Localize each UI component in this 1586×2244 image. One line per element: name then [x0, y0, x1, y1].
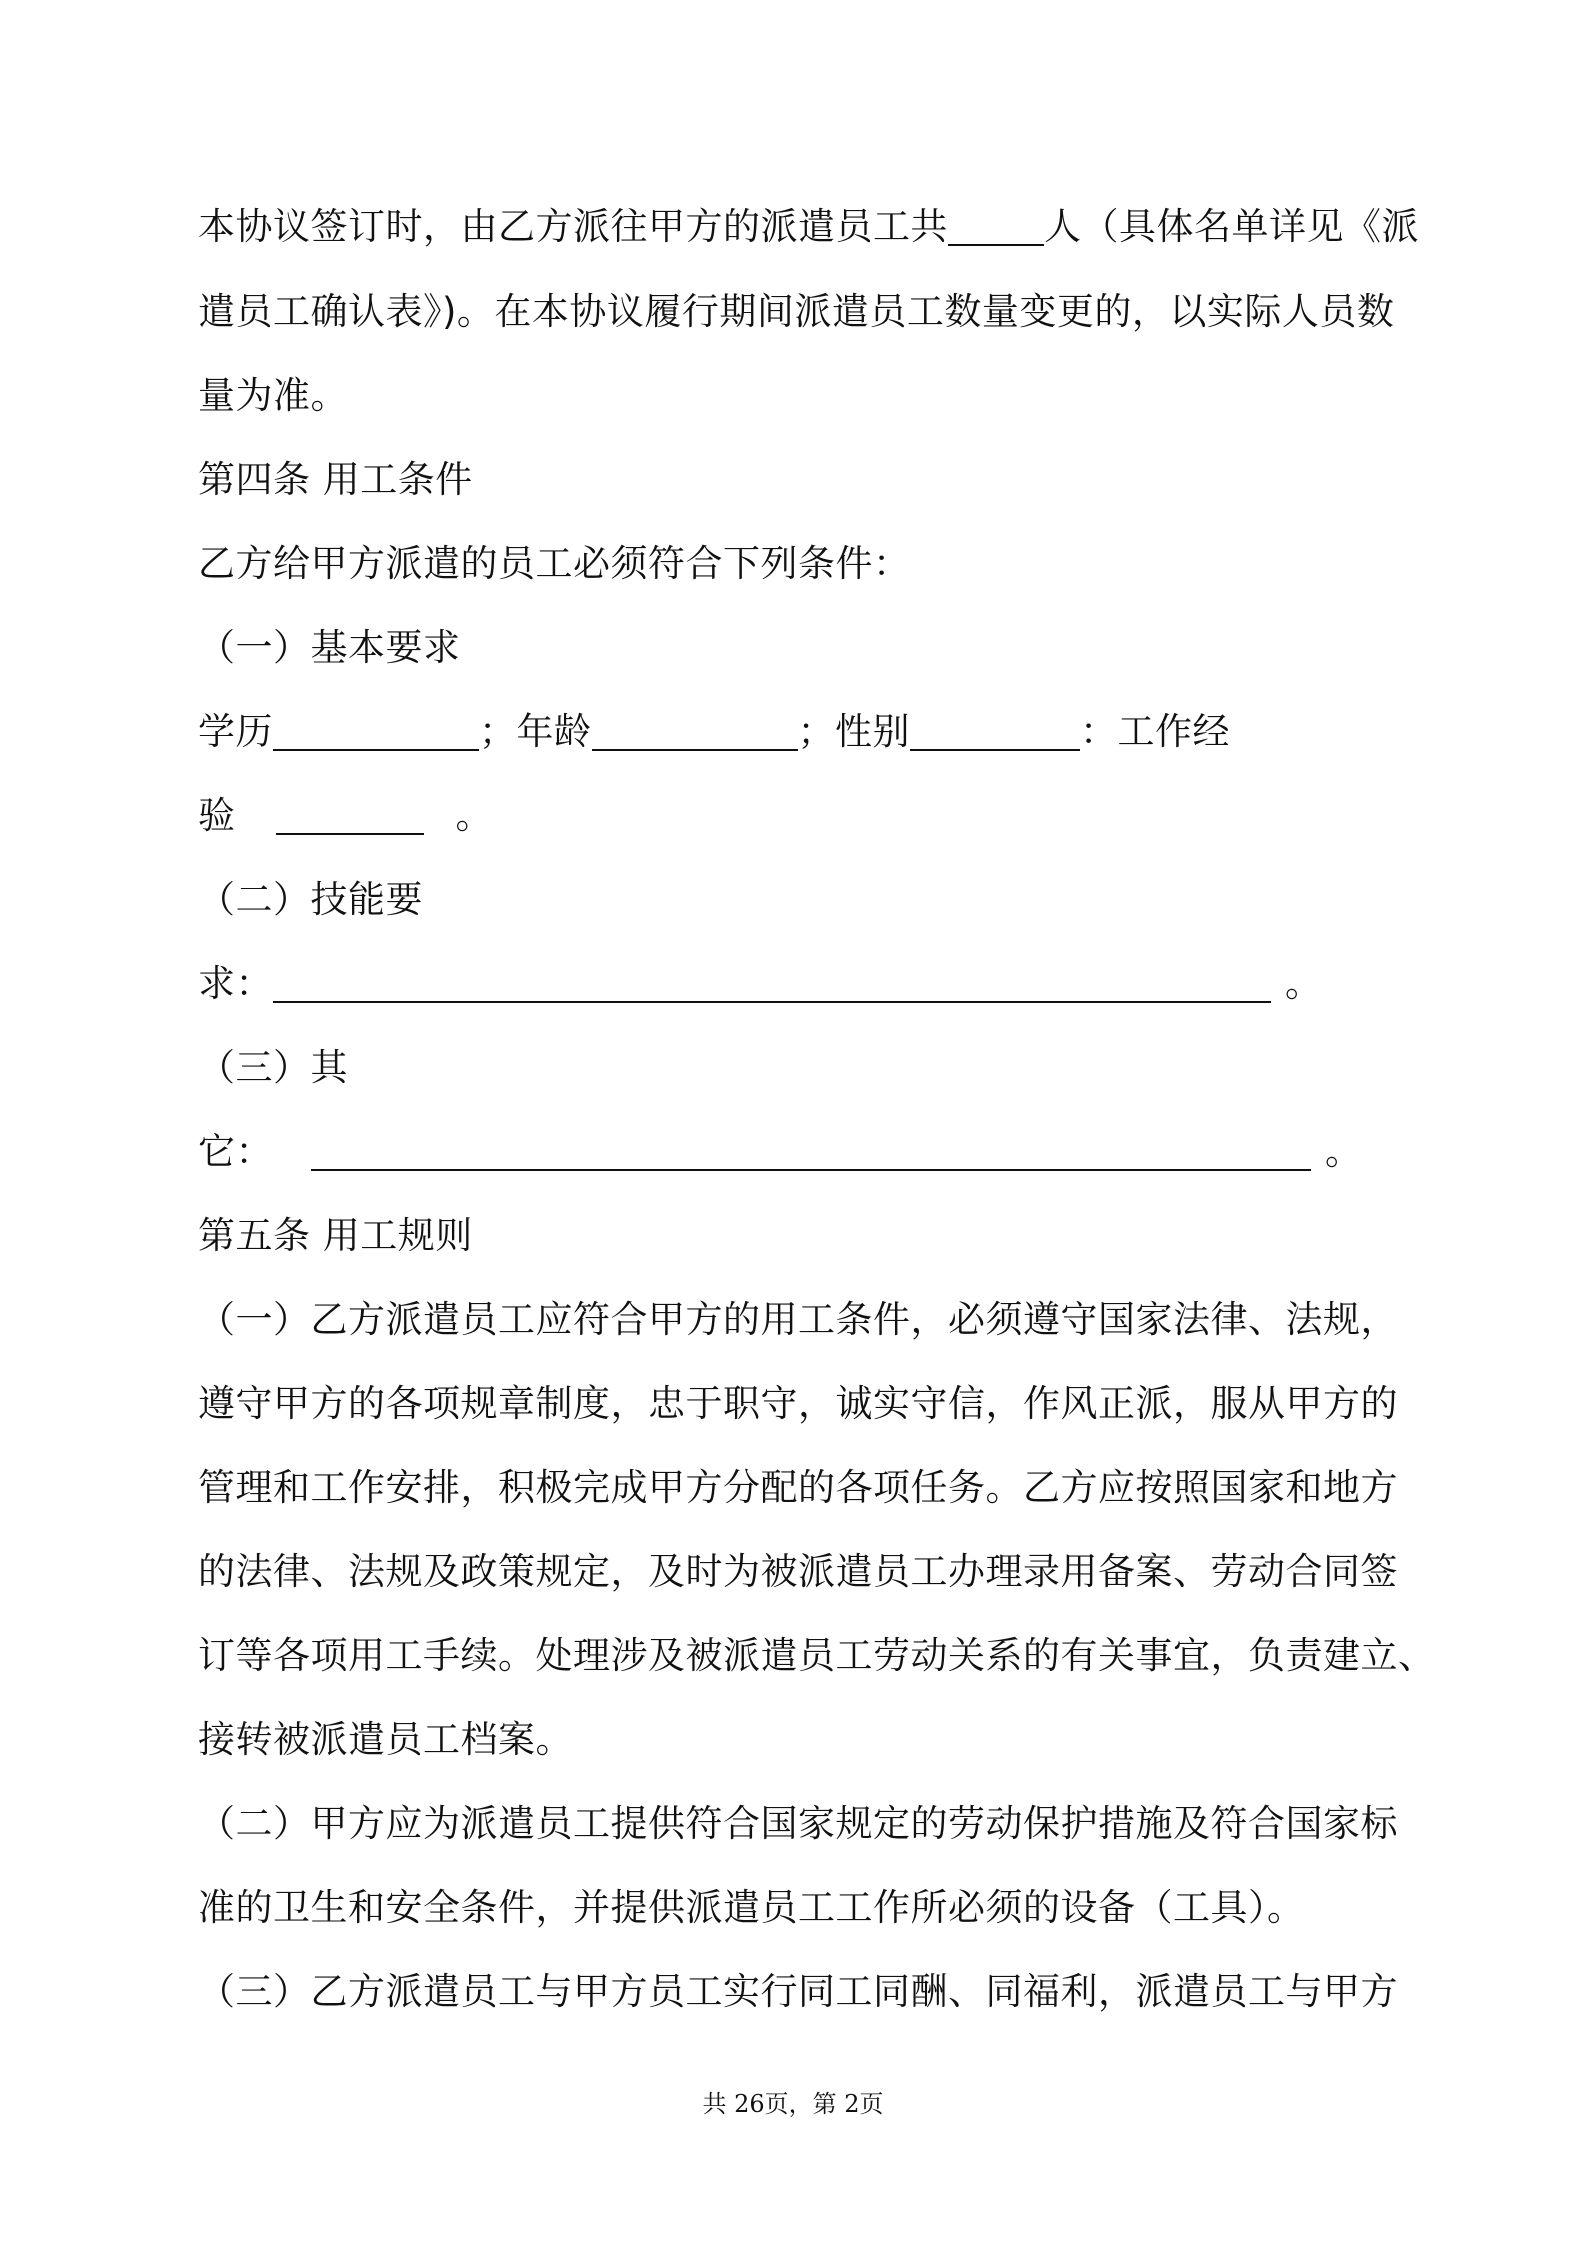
line-text: （三）其 [198, 1046, 348, 1089]
paragraph-line [198, 1961, 1408, 2023]
blank-other[interactable] [311, 1125, 1311, 1171]
education-label: 学历 [198, 710, 273, 753]
paragraph-line [198, 533, 1408, 595]
line-end: 。 [455, 794, 493, 837]
line-text: 量为准。 [198, 374, 348, 417]
line-text: 准的卫生和安全条件，并提供派遣员工工作所必须的设备（工具）。 [198, 1886, 1305, 1929]
requirements-line [198, 701, 1408, 763]
line-text: 接转被派遣员工档案。 [198, 1718, 573, 1761]
paragraph-line [198, 1793, 1408, 1855]
line-text: 求： [198, 962, 273, 1005]
paragraph-line [198, 281, 1408, 343]
line-text: 管理和工作安排，积极完成甲方分配的各项任务。乙方应按照国家和地方 [198, 1466, 1398, 1509]
paragraph-line [198, 1541, 1408, 1603]
blank-experience[interactable] [276, 789, 424, 835]
line-text: （二）甲方应为派遣员工提供符合国家规定的劳动保护措施及符合国家标 [198, 1802, 1398, 1845]
age-label: ；年龄 [479, 710, 592, 753]
line-end: 。 [1325, 1130, 1363, 1173]
paragraph-line [198, 1373, 1408, 1435]
experience-label: ：工作经 [1080, 710, 1230, 753]
line-text: （一）乙方派遣员工应符合甲方的用工条件，必须遵守国家法律、法规， [198, 1298, 1398, 1341]
subsection-heading [198, 1037, 1408, 1099]
requirements-line [198, 953, 1408, 1015]
paragraph-line [198, 1289, 1408, 1351]
line-text: 验 [198, 794, 236, 837]
paragraph-line [198, 1625, 1436, 1687]
line-text: 乙方给甲方派遣的员工必须符合下列条件： [198, 542, 911, 585]
line-text: 人（具体名单详见《派 [1044, 205, 1419, 248]
blank-age[interactable] [592, 705, 798, 751]
line-text: （一）基本要求 [198, 626, 461, 669]
subsection-heading [198, 617, 1408, 679]
requirements-line [198, 1121, 1408, 1183]
paragraph-line [198, 1877, 1408, 1939]
line-text: 第五条 用工规则 [198, 1214, 473, 1257]
line-end: 。 [1285, 962, 1323, 1005]
blank-gender[interactable] [910, 705, 1080, 751]
blank-skills[interactable] [273, 957, 1271, 1003]
line-text: 遣员工确认表》)。在本协议履行期间派遣员工数量变更的，以实际人员数 [198, 290, 1395, 333]
paragraph-line [198, 1457, 1408, 1519]
line-text: 第四条 用工条件 [198, 458, 473, 501]
blank-education[interactable] [273, 705, 479, 751]
line-text: 的法律、法规及政策规定，及时为被派遣员工办理录用备案、劳动合同签 [198, 1550, 1398, 1593]
line-text: （三）乙方派遣员工与甲方员工实行同工同酬、同福利，派遣员工与甲方 [198, 1970, 1398, 2013]
line-text: 遵守甲方的各项规章制度，忠于职守，诚实守信，作风正派，服从甲方的 [198, 1382, 1398, 1425]
line-text: 订等各项用工手续。处理涉及被派遣员工劳动关系的有关事宜，负责建立、 [198, 1634, 1436, 1677]
line-text: （二）技能要 [198, 878, 423, 921]
paragraph-line [198, 1709, 1408, 1771]
gender-label: ；性别 [797, 710, 910, 753]
paragraph-line [198, 196, 1419, 258]
article-heading [198, 449, 1408, 511]
requirements-line [198, 785, 1408, 847]
line-text: 本协议签订时，由乙方派往甲方的派遣员工共 [198, 205, 948, 248]
blank-employee-count[interactable] [948, 200, 1044, 246]
page-footer: 共 26页，第 2页 [702, 2090, 884, 2118]
subsection-heading [198, 869, 1408, 931]
article-heading [198, 1205, 1408, 1267]
paragraph-line [198, 365, 1408, 427]
line-text: 它： [198, 1130, 273, 1173]
